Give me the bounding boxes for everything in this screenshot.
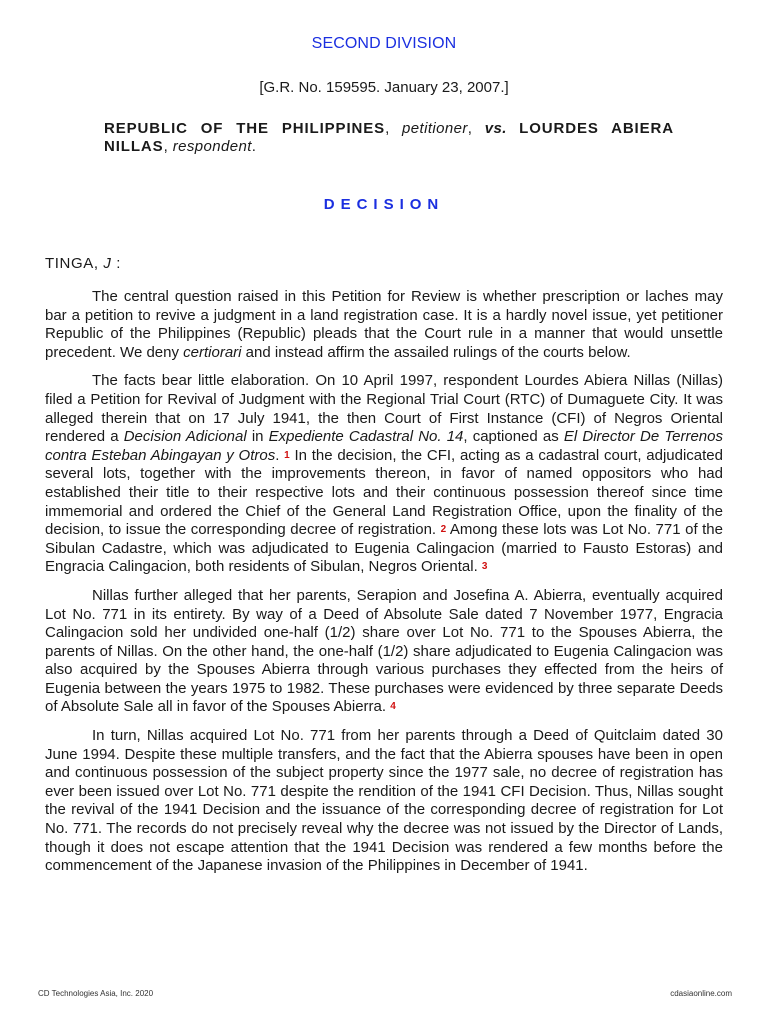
- ponente-name: TINGA,: [45, 255, 99, 272]
- paragraph-4-text-a: In turn, Nillas acquired Lot No. 771 from her parents through a Deed of Quitclaim dated 30 June 1994. Despite these multiple transfers, and the fact that the Abierra spouses have been in open and continuous possession of the subject property since the 1977 sale, no decree of registration has ever been issued over Lot No. 771 despite the rendition of the 1941 CFI Decision. Thus, Nillas sought the revival of the 1941 Decision and the issuance of the corresponding decree of registration for Lot No. 771. The records do not precisely reveal why the decree was not issued by the Director of Lands, though it does not escape attention that the 1941 Decision was rendered a few months before the commencement of the Japanese invasion of the Philippines in December of 1941.: [45, 727, 723, 875]
- paragraph-2-text-a: The facts bear little elaboration. On 10 April 1997, respondent Lourdes Abiera Nillas (Nillas) filed a Petition for Revival of Judgment with the Regional Trial Court (RTC) of Dumaguete City. It was alleged therein that on 17 July 1941, the then Court of First Instance (CFI) of Negros Oriental rendered a: [45, 372, 723, 446]
- case-parties: REPUBLIC OF THE PHILIPPINES, petitioner, vs. LOURDES ABIERA NILLAS, respondent.: [104, 120, 674, 155]
- paragraph-1-text-a: The central question raised in this Petition for Review is whether prescription or laches may bar a petition to revive a judgment in a land registration case. It is a hardly novel issue, yet petitioner Republic of the Philippines (Republic) pleads that the Court rule in a manner that would unsettle precedent. We deny: [45, 288, 723, 361]
- paragraph-2-text-i: Among these lots was Lot No. 771 of the Sibulan Cadastre, which was adjudicated to Eugenia Calingacion (married to Fausto Estoras) and Engracia Calingacion, both residents of Sibulan, Negros Oriental.: [45, 521, 723, 576]
- footnote-link-4[interactable]: 4: [390, 701, 396, 713]
- footnote-link-1[interactable]: 1: [284, 449, 290, 461]
- ponente-suffix: :: [111, 255, 122, 272]
- versus-label: vs.: [484, 120, 507, 137]
- ponente-line: [45, 255, 121, 272]
- paragraph-3: [45, 587, 723, 717]
- paragraph-4: [45, 727, 723, 876]
- footnote-link-2[interactable]: 2: [440, 524, 447, 536]
- paragraph-2-text-h: In the decision, the CFI, acting as a cadastral court, adjudicated several lots, together with the improvements thereon, in favor of named oppositors who had established their title to their respective lots and their continuous possession thereof since time immemorial and ordered the Chief of the General Land Registration Office, upon the finality of the decision, to issue the corresponding decree of registration.: [45, 446, 723, 539]
- petitioner-role: petitioner: [402, 120, 468, 137]
- footer-website[interactable]: cdasiaonline.com: [670, 989, 732, 998]
- paragraph-3-text-a: Nillas further alleged that her parents, Serapion and Josefina A. Abierra, eventually acquired Lot No. 771 in its entirety. By way of a Deed of Absolute Sale dated 7 November 1977, Engracia Calingacion sold her undivided one-half (1/2) share over Lot No. 771 to the Spouses Abierra, the parents of Nillas. On the other hand, the one-half (1/2) share adjudicated to Eugenia Calingacion was also acquired by the Spouses Abierra through various purchases they effected from the heirs of Eugenia between the years 1975 to 1982. These purchases were evidenced by three separate Deeds of Absolute Sale all in favor of the Spouses Abierra.: [45, 586, 723, 716]
- respondent-role: respondent: [172, 138, 252, 155]
- decision-heading: DECISION: [323, 196, 445, 213]
- paragraph-2-italic-caption: El Director De Terrenos contra Esteban Abingayan y Otros: [45, 428, 723, 464]
- paragraph-2-italic-decision-adicional: Decision Adicional: [123, 428, 247, 446]
- paragraph-2-text-g: .: [275, 446, 280, 464]
- paragraph-2: [45, 372, 723, 577]
- paragraph-2-text-c: in: [246, 428, 269, 446]
- case-number: [G.R. No. 159595. January 23, 2007.]: [259, 79, 509, 96]
- paragraph-2-italic-expediente: Expediente Cadastral No. 14: [268, 428, 464, 446]
- footer-copyright: CD Technologies Asia, Inc. 2020: [38, 989, 154, 998]
- paragraph-2-text-e: , captioned as: [463, 428, 564, 446]
- respondent-name-line2: NILLAS: [104, 138, 164, 155]
- division-heading: SECOND DIVISION: [311, 35, 457, 52]
- respondent-name-line1: LOURDES ABIERA: [519, 120, 674, 137]
- ponente-title: J: [103, 255, 112, 272]
- footnote-link-3[interactable]: 3: [481, 561, 488, 573]
- decision-body: [45, 288, 723, 886]
- petitioner-name: REPUBLIC OF THE PHILIPPINES: [104, 120, 386, 137]
- paragraph-1: [45, 288, 723, 362]
- paragraph-1-italic-certiorari: certiorari: [183, 343, 242, 361]
- paragraph-1-text-c: and instead affirm the assailed rulings of the courts below.: [241, 343, 631, 361]
